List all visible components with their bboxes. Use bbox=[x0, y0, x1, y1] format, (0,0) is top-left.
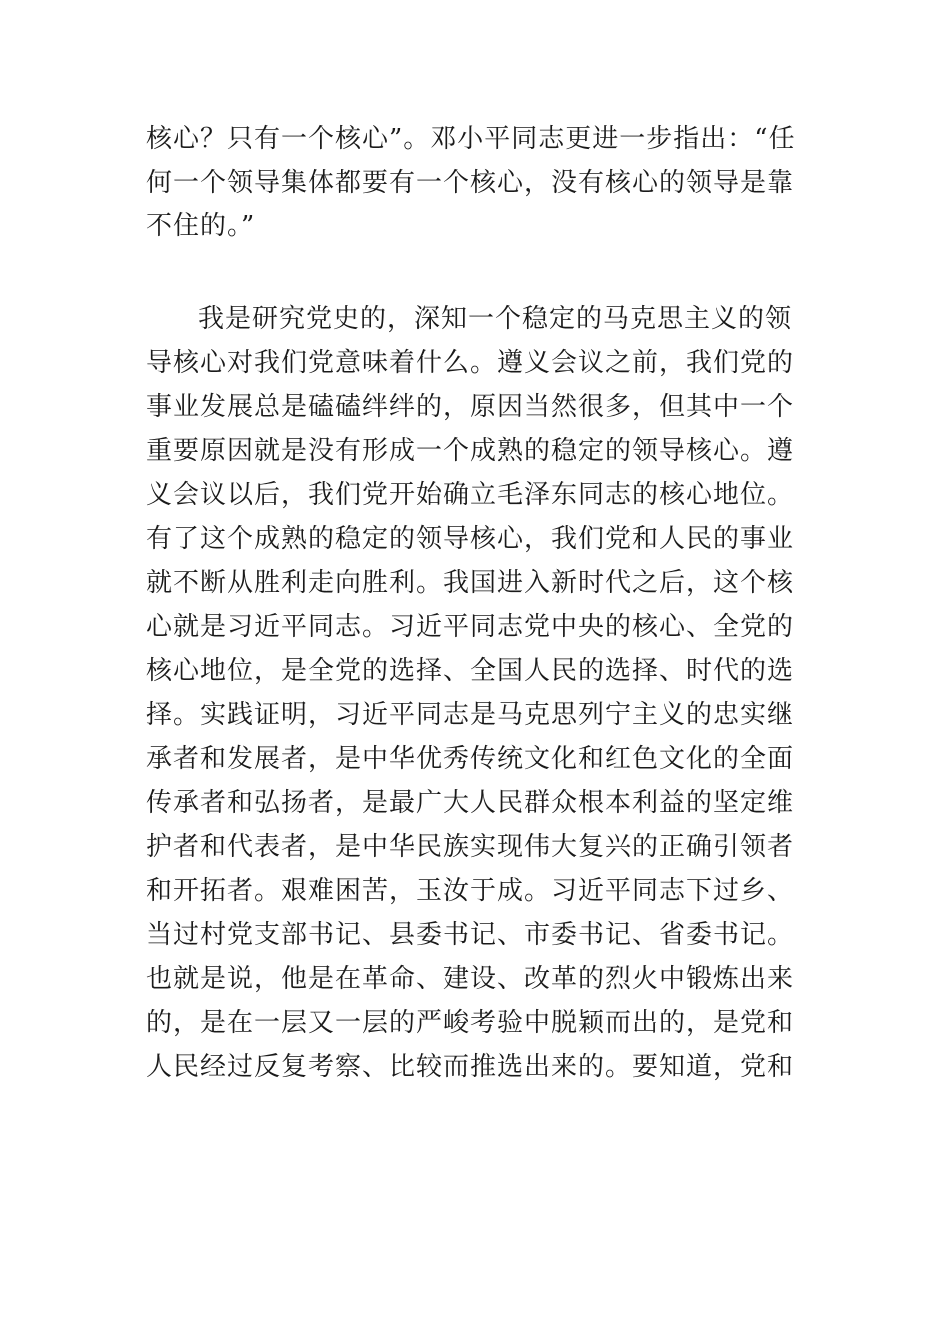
text-line: 何一个领导集体都要有一个核心，没有核心的领导是靠 bbox=[146, 168, 795, 198]
text-line: 择。实践证明，习近平同志是马克思列宁主义的忠实继 bbox=[146, 700, 795, 730]
text-line: 不住的。” bbox=[146, 211, 256, 241]
text-line: 传承者和弘扬者，是最广大人民群众根本利益的坚定维 bbox=[146, 788, 795, 818]
text-line: 有了这个成熟的稳定的领导核心，我们党和人民的事业 bbox=[146, 524, 795, 554]
text-line: 义会议以后，我们党开始确立毛泽东同志的核心地位。 bbox=[146, 480, 795, 510]
text-line: 和开拓者。艰难困苦，玉汝于成。习近平同志下过乡、 bbox=[146, 876, 795, 906]
text-line: 的，是在一层又一层的严峻考验中脱颖而出的，是党和 bbox=[146, 1008, 795, 1038]
text-line: 心就是习近平同志。习近平同志党中央的核心、全党的 bbox=[146, 612, 795, 642]
text-line: 就不断从胜利走向胜利。我国进入新时代之后，这个核 bbox=[146, 568, 795, 598]
text-line: 人民经过反复考察、比较而推选出来的。要知道，党和 bbox=[146, 1052, 795, 1082]
text-line: 我是研究党史的，深知一个稳定的马克思主义的领 bbox=[198, 304, 793, 334]
text-line: 核心？只有一个核心”。邓小平同志更进一步指出：“任 bbox=[146, 124, 796, 154]
text-line: 也就是说，他是在革命、建设、改革的烈火中锻炼出来 bbox=[146, 964, 795, 994]
text-line: 承者和发展者，是中华优秀传统文化和红色文化的全面 bbox=[146, 744, 795, 774]
text-line: 核心地位，是全党的选择、全国人民的选择、时代的选 bbox=[146, 656, 795, 686]
text-line: 导核心对我们党意味着什么。遵义会议之前，我们党的 bbox=[146, 348, 795, 378]
text-line: 重要原因就是没有形成一个成熟的稳定的领导核心。遵 bbox=[146, 436, 795, 466]
text-line: 当过村党支部书记、县委书记、市委书记、省委书记。 bbox=[146, 920, 795, 950]
text-line: 事业发展总是磕磕绊绊的，原因当然很多，但其中一个 bbox=[146, 392, 795, 422]
text-line: 护者和代表者，是中华民族实现伟大复兴的正确引领者 bbox=[146, 832, 795, 862]
